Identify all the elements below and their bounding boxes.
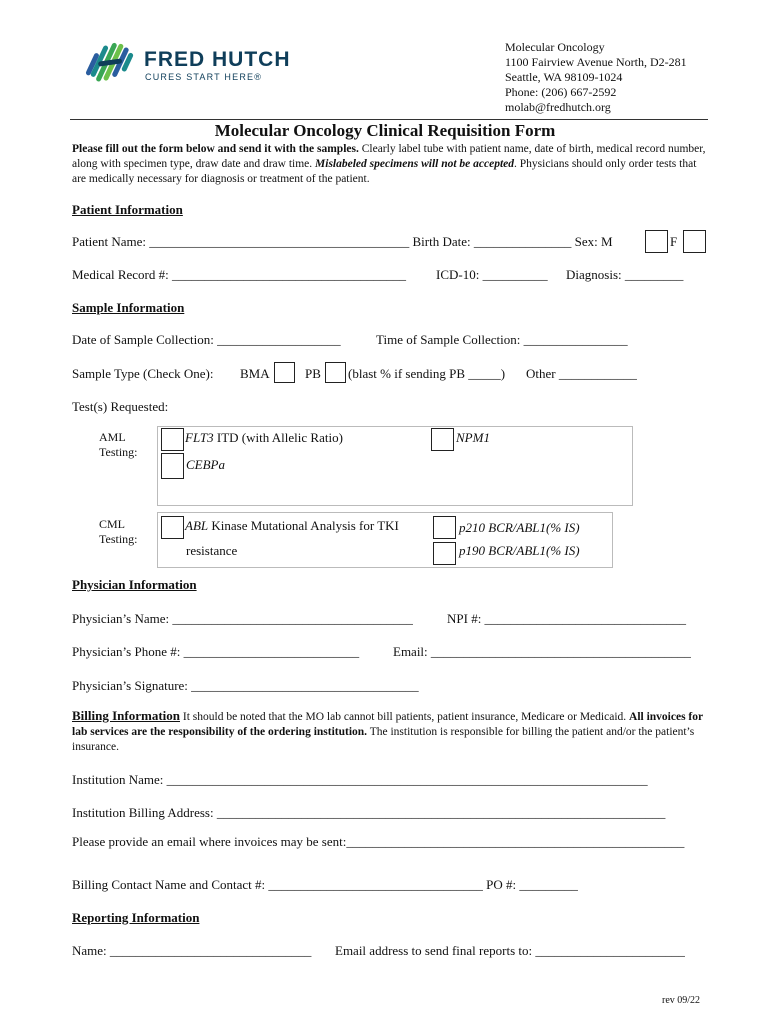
sample-date-line[interactable]: Date of Sample Collection: ___________________ <box>72 332 341 347</box>
cebpa-label: CEBPa <box>186 457 225 472</box>
address-line: Molecular Oncology <box>505 40 605 54</box>
billing-bold: All invoices for lab services are the responsibility of the ordering institution. <box>72 711 703 738</box>
medical-record-line[interactable]: Medical Record #: ____________________________________ <box>72 267 406 282</box>
physician-signature-line[interactable]: Physician’s Signature: ___________________________________ <box>72 678 419 693</box>
sex-f-label: F <box>670 234 678 249</box>
sex-f-checkbox[interactable] <box>683 230 706 253</box>
address-line: 1100 Fairview Avenue North, D2-281 <box>505 55 687 69</box>
abl-desc: Kinase Mutational Analysis for TKI <box>208 518 399 533</box>
intro-bold: Please fill out the form below and send it with the samples. <box>72 143 359 155</box>
billing-text-end: The institution is responsible for billing the patient and/or the patient’s insurance. <box>72 726 695 753</box>
header-divider <box>70 119 708 120</box>
logo-tagline: CURES START HERE® <box>145 72 263 82</box>
sample-heading: Sample Information <box>72 300 185 315</box>
npm1-checkbox[interactable] <box>431 428 454 451</box>
address-line: molab@fredhutch.org <box>505 100 611 114</box>
fred-hutch-logo-icon <box>84 38 134 88</box>
cebpa-checkbox[interactable] <box>161 453 184 479</box>
form-title: Molecular Oncology Clinical Requisition Form <box>214 121 556 140</box>
patient-name-line[interactable]: Patient Name: ________________________________________ Birth Date: _______________ Sex: M <box>72 234 613 249</box>
physician-phone-line[interactable]: Physician’s Phone #: ___________________________ <box>72 644 360 659</box>
cml-label-line1: CML <box>99 517 126 531</box>
p190-label: p190 BCR/ABL1(% IS) <box>459 543 580 558</box>
address-line: Seattle, WA 98109-1024 <box>505 70 623 84</box>
sample-type-label: Sample Type (Check One): <box>72 366 214 381</box>
intro-paragraph <box>72 142 708 187</box>
aml-label-line2: Testing: <box>99 445 138 459</box>
revision-label: rev 09/22 <box>662 995 701 1006</box>
intro-text: Clearly label tube with patient name, date of birth, medical record number, along with specimen type, draw date and draw time. <box>72 143 706 170</box>
institution-name-line[interactable]: Institution Name: __________________________________________________________________________ <box>72 772 648 787</box>
flt3-gene: FLT3 <box>185 430 214 445</box>
patient-heading: Patient Information <box>72 202 183 217</box>
billing-paragraph <box>72 708 708 755</box>
abl-label-line2: resistance <box>186 543 238 558</box>
logo <box>84 38 291 88</box>
address-line: Phone: (206) 667-2592 <box>505 85 617 99</box>
address-block <box>505 40 687 115</box>
intro-warning: Mislabeled specimens will not be accepted <box>315 158 515 170</box>
billing-heading: Billing Information <box>72 708 180 723</box>
cml-label <box>99 517 138 547</box>
billing-contact-line[interactable]: Billing Contact Name and Contact #: _________________________________ PO #: _________ <box>72 877 578 892</box>
npm1-label: NPM1 <box>456 430 490 445</box>
npi-line[interactable]: NPI #: _______________________________ <box>447 611 687 626</box>
flt3-label <box>185 430 343 446</box>
physician-heading: Physician Information <box>72 577 197 592</box>
sample-time-line[interactable]: Time of Sample Collection: ________________ <box>376 332 628 347</box>
physician-email-line[interactable]: Email: ________________________________________ <box>393 644 691 659</box>
tests-requested-label: Test(s) Requested: <box>72 399 169 414</box>
billing-text: It should be noted that the MO lab cannot bill patients, patient insurance, Medicare or Medicaid. <box>180 711 630 723</box>
aml-label-line1: AML <box>99 430 126 444</box>
logo-name: FRED HUTCH <box>144 48 291 71</box>
flt3-desc: ITD (with Allelic Ratio) <box>213 430 343 445</box>
pb-checkbox[interactable] <box>325 362 346 383</box>
p190-checkbox[interactable] <box>433 542 456 565</box>
bma-checkbox[interactable] <box>274 362 295 383</box>
p210-label: p210 BCR/ABL1(% IS) <box>459 520 580 535</box>
institution-address-line[interactable]: Institution Billing Address: _____________________________________________________________________ <box>72 805 666 820</box>
intro-text-end: . Physicians should only order tests that are medically necessary for diagnosis or treatment of the patient. <box>72 158 697 185</box>
p210-checkbox[interactable] <box>433 516 456 539</box>
abl-gene: ABL <box>185 518 209 533</box>
physician-name-line[interactable]: Physician’s Name: _____________________________________ <box>72 611 413 626</box>
invoice-email-line[interactable]: Please provide an email where invoices may be sent:____________________________________________________ <box>72 834 685 849</box>
other-line[interactable]: Other ____________ <box>526 366 637 381</box>
abl-label <box>185 518 399 534</box>
reporting-email-line[interactable]: Email address to send final reports to: _______________________ <box>335 943 685 958</box>
icd10-line[interactable]: ICD-10: __________ <box>436 267 548 282</box>
aml-label <box>99 430 138 460</box>
reporting-heading: Reporting Information <box>72 910 200 925</box>
pb-label: PB <box>305 366 321 381</box>
reporting-name-line[interactable]: Name: _______________________________ <box>72 943 312 958</box>
cml-label-line2: Testing: <box>99 532 138 546</box>
abl-checkbox[interactable] <box>161 516 184 539</box>
sex-m-checkbox[interactable] <box>645 230 668 253</box>
diagnosis-line[interactable]: Diagnosis: _________ <box>566 267 684 282</box>
flt3-checkbox[interactable] <box>161 428 184 451</box>
blast-note[interactable]: (blast % if sending PB _____) <box>348 366 506 381</box>
bma-label: BMA <box>240 366 270 381</box>
